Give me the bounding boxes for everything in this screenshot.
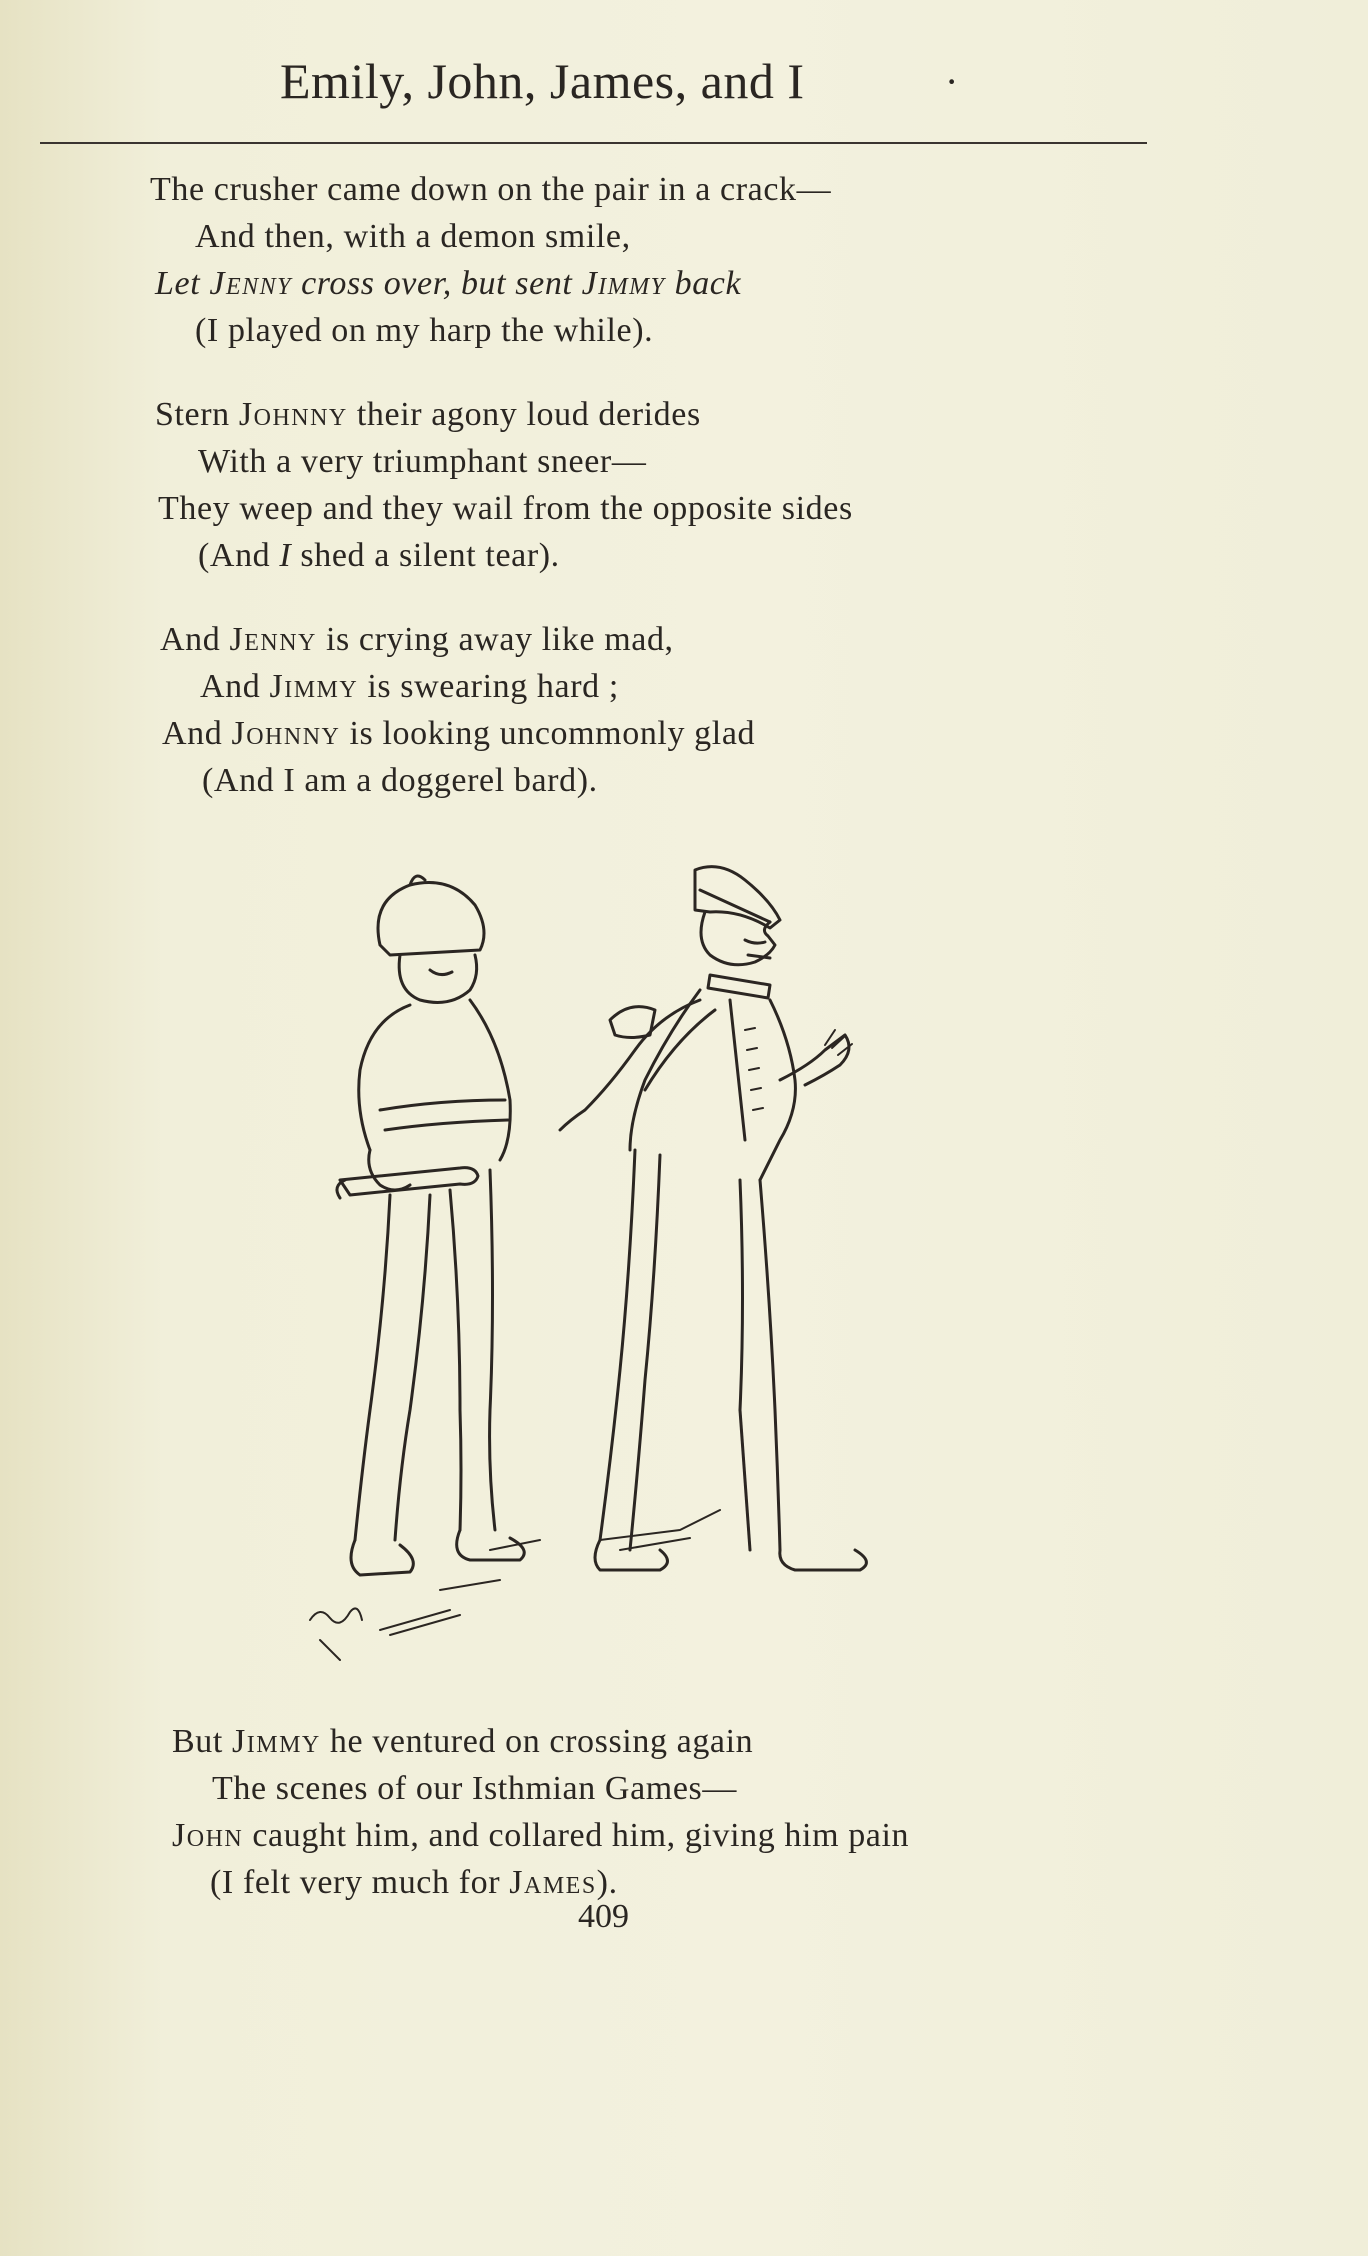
verse-line: (And I shed a silent tear). (198, 537, 560, 574)
verse-line: And then, with a demon smile, (195, 218, 631, 255)
page-number: 409 (578, 1898, 629, 1935)
verse-line: And Jimmy is swearing hard ; (200, 668, 619, 705)
verse-line: The crusher came down on the pair in a crack— (150, 171, 832, 208)
verse-line: The scenes of our Isthmian Games— (212, 1770, 737, 1807)
header-ornament: · (945, 59, 959, 104)
policeman-collaring-boy-drawing (300, 850, 920, 1670)
verse-line: And Jenny is crying away like mad, (160, 621, 674, 658)
verse-line: John caught him, and collared him, giving him pain (172, 1817, 910, 1854)
verse-line: And Johnny is looking uncommonly glad (162, 715, 756, 752)
verse-line: They weep and they wail from the opposite sides (158, 490, 853, 527)
verse-line: Let Jenny cross over, but sent Jimmy back (155, 265, 742, 302)
verse-line: (And I am a doggerel bard). (202, 762, 598, 799)
running-header (40, 52, 1147, 144)
verse-line: (I played on my harp the while). (195, 312, 654, 349)
verse-line: With a very triumphant sneer— (198, 443, 647, 480)
verse-line: (I felt very much for James). (210, 1864, 618, 1901)
verse-line: Stern Johnny their agony loud derides (155, 396, 701, 433)
verse-line: But Jimmy he ventured on crossing again (172, 1723, 754, 1760)
running-title: Emily, John, James, and I (280, 53, 805, 109)
